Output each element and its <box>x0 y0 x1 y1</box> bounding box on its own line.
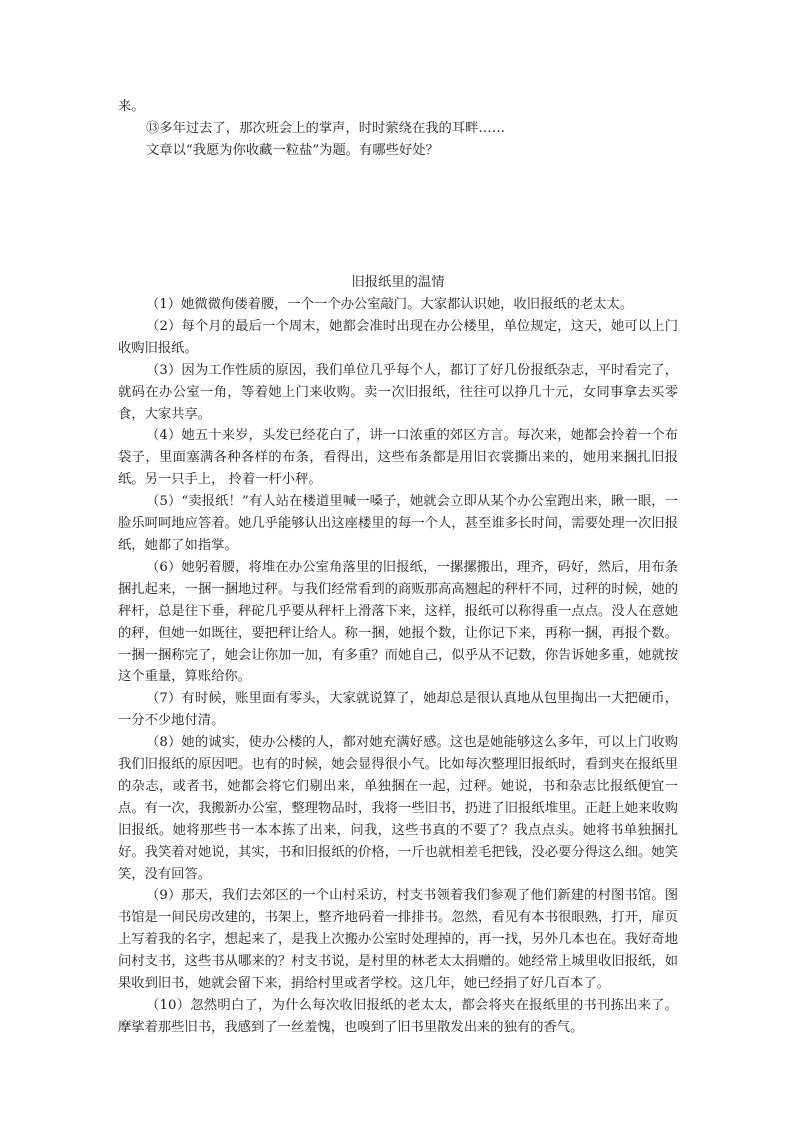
article-paragraph-8: （8）她的诚实，使办公楼的人，都对她充满好感。这也是她能够这么多年，可以上门收购我们旧报纸的原因吧。也有的时候，她会显得很小气。比如每次整理旧报纸时，看到夹在报纸里的杂志，或者书，她都会将它们剔出来，单独捆在一起，过秤。她说，书和杂志比报纸便宜一点。有一次，我搬新办公室，整理物品时，我将一些旧书，扔进了旧报纸堆里。正赶上她来收购旧报纸。她将那些书一本本拣了出来，问我，这些书真的不要了？我点点头。她将书单独捆扎好。我笑着对她说，其实，书和旧报纸的价格，一斤也就相差毛把钱，没必要分得这么细。她笑笑，没有回答。 <box>118 735 678 882</box>
document-page <box>118 96 678 1039</box>
article-body <box>118 294 678 1039</box>
article-paragraph-6: （6）她躬着腰，将堆在办公室角落里的旧报纸，一摞摞搬出，理齐，码好，然后，用布条捆扎起来，一捆一捆地过秤。与我们经常看到的商贩那高高翘起的秤杆不同，过秤的时候，她的秤杆，总是往下垂，秤砣几乎要从秤杆上滑落下来，这样，报纸可以称得重一点点。没人在意她的秤，但她一如既往，要把秤让给人。称一捆，她报个数，让你记下来，再称一捆，再报个数。一捆一捆称完了，她会让你加一加，有多重？而她自己，似乎从不记数，你告诉她多重，她就按这个重量，算账给你。 <box>118 559 678 685</box>
article-paragraph-5: （5）“卖报纸！”有人站在楼道里喊一嗓子，她就会立即从某个办公室跑出来，瞅一眼，一脸乐呵呵地应答着。她几乎能够认出这座楼里的每一个人，甚至谁多长时间，需要处理一次旧报纸，她都了如指掌。 <box>118 494 678 553</box>
article-paragraph-2: （2）每个月的最后一个周末，她都会准时出现在办公楼里，单位规定，这天，她可以上门收购旧报纸。 <box>118 318 678 356</box>
question-text: 文章以“我愿为你收藏一粒盐”为题。有哪些好处？ <box>146 143 439 158</box>
previous-paragraph-13: ⑬多年过去了，那次班会上的掌声，时时萦绕在我的耳畔…… <box>146 121 506 136</box>
article-paragraph-7: （7）有时候，账里面有零头，大家就说算了，她却总是很认真地从包里掏出一大把硬币，一分不少地付清。 <box>118 691 678 729</box>
previous-text-tail: 来。 <box>118 99 145 114</box>
article-title: 旧报纸里的温情 <box>351 275 445 290</box>
article-paragraph-4: （4）她五十来岁，头发已经花白了，讲一口浓重的郊区方言。每次来，她都会拎着一个布袋子，里面塞满各种各样的布条，看得出，这些布条都是用旧衣裳撕出来的，她用来捆扎旧报纸。另一只手上， 拎着一杆小秤。 <box>118 428 678 488</box>
article-paragraph-1: （1）她微微佝偻着腰，一个一个办公室敲门。大家都认识她，收旧报纸的老太太。 <box>146 297 634 312</box>
article-paragraph-10: （10）忽然明白了，为什么每次收旧报纸的老太太，都会将夹在报纸里的书刊拣出来了。摩挲着那些旧书，我感到了一丝羞愧，也嗅到了旧书里散发出来的独有的香气。 <box>118 998 678 1035</box>
article-paragraph-9: （9）那天，我们去郊区的一个山村采访，村支书领着我们参观了他们新建的村图书馆。图书馆是一间民房改建的，书架上，整齐地码着一排排书。忽然，看见有本书很眼熟，打开，扉页上写着我的名字，想起来了，是我上次搬办公室时处理掉的，再一找，另外几本也在。我好奇地问村支书，这些书从哪来的？村支书说，是村里的林老太太捐赠的。她经常上城里收旧报纸，如果收到旧书，她就会留下来，捐给村里或者学校。这几年，她已经捐了好几百本了。 <box>118 888 678 992</box>
answer-space <box>118 162 678 272</box>
article-paragraph-3: （3）因为工作性质的原因，我们单位几乎每个人，都订了好几份报纸杂志，平时看完了，就码在办公室一角，等着她上门来收购。卖一次旧报纸，往往可以挣几十元，女同事拿去买零食，大家共享。 <box>118 362 678 422</box>
